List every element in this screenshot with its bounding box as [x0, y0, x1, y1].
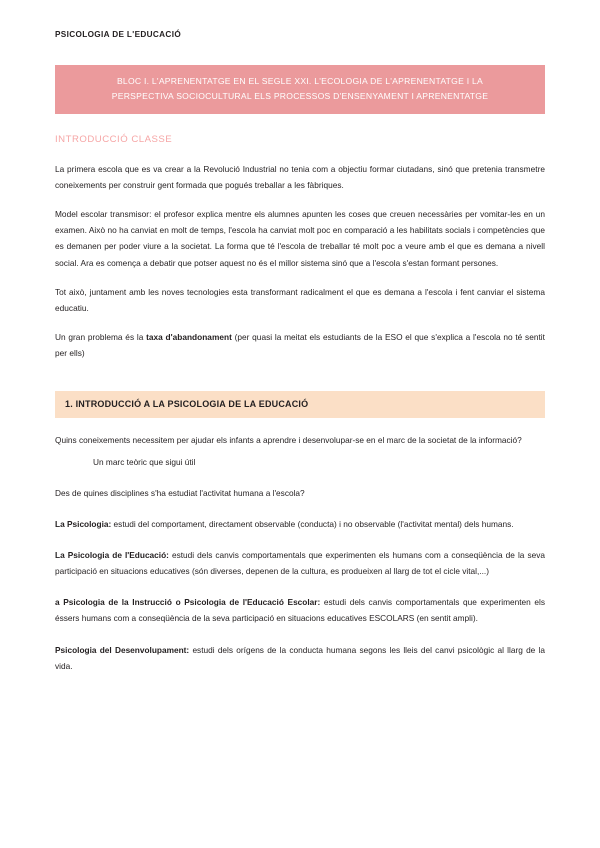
- definition-psicologia-instruccio-text: estudi dels canvis comportamentals que experimenten els éssers humans com a conseqüència de la seva participació en situacions educatives ESCOLARS (en sentit ampli).: [55, 597, 545, 624]
- intro-paragraph-3: Tot això, juntament amb les noves tecnologies esta transformant radicalment el que es demana a l'escola i fent canviar el sistema educatiu.: [55, 286, 545, 313]
- abandonament-paragraph: [55, 329, 545, 361]
- question-paragraph-1: Quins coneixements necessitem per ajudar els infants a aprendre i desenvolupar-se en el marc de la societat de la informació?: [55, 435, 522, 446]
- intro-paragraph-1: La primera escola que es va crear a la Revolució Industrial no tenia com a objectiu formar ciutadans, sinó que pretenia transmetre coneixements per construir gent formada que pogués treballar a les fàbriques.: [55, 163, 545, 190]
- bloc-banner: [55, 65, 545, 114]
- abandonament-text-after: (per quasi la meitat els estudiants de la ESO el que s'explica a l'escola no té sentit per ells): [55, 332, 545, 359]
- definition-psicologia-desenvolupament-text: estudi dels orígens de la conducta humana segons les lleis del canvi psicològic al llarg de la vida.: [55, 644, 545, 671]
- intro-paragraph-2: Model escolar transmisor: el profesor explica mentre els alumnes apunten les coses que creuen necessàries per vomitar-les en un examen. Això no ha canviat en molt de temps, l'escola ha canviat molt poc en comparació a les habilitats socials i competències que es demanen per poder viure a la societat. La forma que té l'escola de treballar té molt poc a veure amb el que es demana a nivell social. Ara es comença a debatir que potser aquest no és el millor sistema sinó que a l'escola s'estan formant persones.: [55, 209, 545, 268]
- section-heading-1: [55, 391, 545, 418]
- definition-psicologia-educacio-text: estudi dels canvis comportamentals que experimenten els humans com a conseqüència de la seva participació en situacions educatives (són diverses, depenen de la cultura, es produeixen al llarg de tot el cicle vital,...): [55, 549, 545, 577]
- intro-classe-label: INTRODUCCIÓ CLASSE: [55, 134, 173, 146]
- definition-psicologia-desenvolupament: [55, 642, 545, 674]
- definition-psicologia-educacio-term: La Psicologia de l'Educació:: [55, 549, 169, 560]
- bloc-banner-line-2: PERSPECTIVA SOCIOCULTURAL ELS PROCESSOS D'ENSENYAMENT I APRENENTATGE: [111, 91, 489, 102]
- abandonament-text-before: Un gran problema és la: [55, 332, 147, 343]
- definition-psicologia: [55, 516, 545, 532]
- definition-psicologia-instruccio-term: a Psicologia de la Instrucció o Psicologia de l'Educació Escolar:: [55, 597, 321, 608]
- definition-psicologia-educacio: [55, 547, 545, 579]
- definition-psicologia-text: estudi del comportament, directament observable (conducta) i no observable (l'activitat mental) dels humans.: [111, 518, 514, 529]
- question-paragraph-2: Des de quines disciplines s'ha estudiat l'activitat humana a l'escola?: [55, 487, 305, 498]
- page-title: PSICOLOGIA DE L'EDUCACIÓ: [55, 30, 182, 39]
- indent-note: Un marc teòric que sigui útil: [93, 457, 196, 468]
- bloc-banner-line-1: BLOC I. L'APRENENTATGE EN EL SEGLE XXI. L'ECOLOGIA DE L'APRENENTATGE I LA: [116, 76, 484, 87]
- section-heading-1-label: 1. INTRODUCCIÓ A LA PSICOLOGIA DE LA EDUCACIÓ: [65, 399, 309, 410]
- definition-psicologia-desenvolupament-term: Psicologia del Desenvolupament:: [55, 644, 190, 655]
- abandonament-bold-term: taxa d'abandonament: [146, 332, 232, 343]
- definition-psicologia-term: La Psicologia:: [55, 518, 112, 529]
- definition-psicologia-instruccio: [55, 594, 545, 626]
